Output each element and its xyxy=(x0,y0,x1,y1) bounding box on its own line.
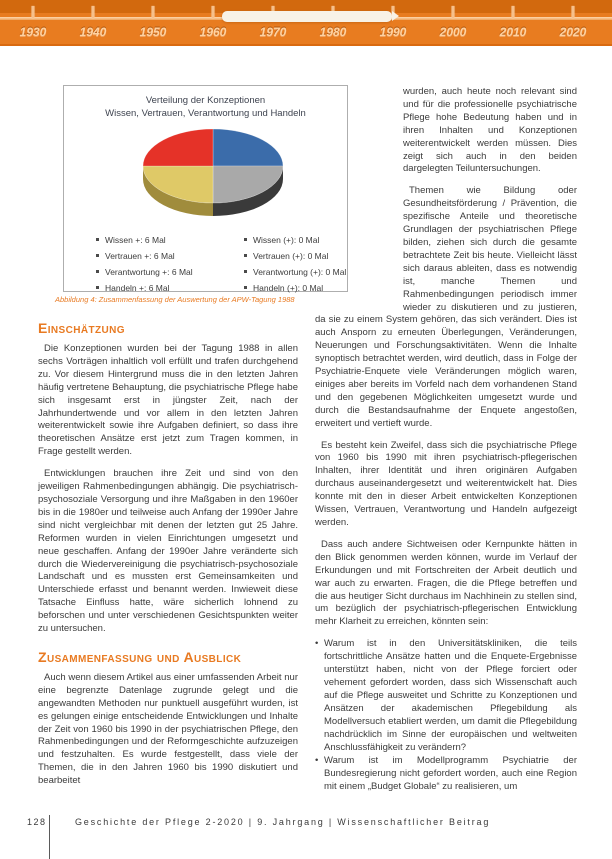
timeline-year-label: 1980 xyxy=(319,25,347,39)
right-text-column xyxy=(315,86,577,795)
timeline-tick xyxy=(92,6,95,18)
legend-item: Handeln +: 6 Mal xyxy=(96,280,193,296)
timeline-year-label: 1950 xyxy=(139,25,167,39)
timeline-period-highlight-bar xyxy=(222,11,392,22)
footer-divider xyxy=(49,815,50,859)
legend-item: Wissen (+): 0 Mal xyxy=(244,232,346,248)
legend-item: Vertrauen +: 6 Mal xyxy=(96,248,193,264)
timeline-year-label: 2000 xyxy=(439,25,467,39)
pie-slice-blue xyxy=(213,129,283,166)
page-number: 128 xyxy=(27,817,47,827)
figure-wrap-spacer xyxy=(315,86,403,308)
pie-slice-red xyxy=(143,129,213,166)
timeline-year-label: 1930 xyxy=(19,25,47,39)
timeline-year-label: 1970 xyxy=(259,25,287,39)
legend-item: Handeln (+): 0 Mal xyxy=(244,280,346,296)
timeline-tick xyxy=(152,6,155,18)
figure-pie-chart-box xyxy=(63,85,348,292)
timeline-year-label: 1940 xyxy=(79,25,107,39)
timeline-header xyxy=(0,0,612,46)
section-heading-einschaetzung: Einschätzung xyxy=(38,320,125,336)
legend-item: Verantwortung (+): 0 Mal xyxy=(244,264,346,280)
timeline-year-label: 1960 xyxy=(199,25,227,39)
legend-item: Verantwortung +: 6 Mal xyxy=(96,264,193,280)
body-paragraph: wurden, auch heute noch relevant sind und für die professionelle psychiatrische Pflege hohe Bedeutung haben und in ihren Inhalten und Konzeptionen weiterentwickelt werden müssen. Dies zeigt sich auch in den beiden dargelegten Teiluntersuchungen. xyxy=(403,86,577,175)
figure-title xyxy=(64,94,347,120)
figure-title-line1: Verteilung der Konzeptionen xyxy=(145,95,266,106)
legend-item: Vertrauen (+): 0 Mal xyxy=(244,248,346,264)
timeline-year-label: 1990 xyxy=(379,25,407,39)
figure-caption: Abbildung 4: Zusammenfassung der Auswertung der APW-Tagung 1988 xyxy=(55,295,295,304)
pie-legend-left-column xyxy=(96,232,193,296)
timeline-tick xyxy=(572,6,575,18)
footer-journal-line: Geschichte der Pflege 2-2020 | 9. Jahrgang | Wissenschaftlicher Beitrag xyxy=(75,817,491,827)
bullet-item: • Warum ist in den Universitätskliniken, die teils fortschrittliche Ansätze hatten und die Enquete-Ergebnisse unterstützt haben, nicht von der Pflege forciert oder vehement gefordert worden, dass sich Wissenschaft auch auf die Pflege ausweitet und Schritte zu Konzeptionen und Ansätzen der akademischen Pflegebildung als Modellversuch etabliert werden, um damit die Pflegebildung nachdrücklich im Sinne der europäischen und weltweiten Anschlussfähigkeit zu verändern? xyxy=(315,638,577,754)
left-text-column xyxy=(38,320,298,797)
body-paragraph: Die Konzeptionen wurden bei der Tagung 1988 in allen sechs Vorträgen inhaltlich voll erfüllt und trafen durchgehend zu. Vor diesem Hintergrund muss die in den letzten Jahren häufig vertretene Behauptung, die psychiatrische Pflege habe sich insgesamt erst in jüngster Zeit, nach der Jahrhundertwende und vor allem in den letzten Jahren weiterentwickelt sowie ihre Aufgaben definiert, so dass ihre theoretischen Ansätze erst jetzt zum Tragen kommen, in Frage gestellt werden. xyxy=(38,343,298,458)
legend-item: Wissen +: 6 Mal xyxy=(96,232,193,248)
body-paragraph: Dass auch andere Sichtweisen oder Kernpunkte hätten in den Blick genommen werden können, wurde im Verlauf der Erkundungen und mit Fortschreiten der Arbeit deutlich und war auch zu erwarten. Fragen, die die Pflege betreffen und die aus heutiger Sicht durchaus im Nachhinein zu stellen sind, um bezüglich der psychiatrisch-pflegerischen Entwicklung mehr Klarheit zu erreichen, könnten sein: xyxy=(315,538,577,628)
timeline-tick xyxy=(32,6,35,18)
body-paragraph: Es besteht kein Zweifel, dass sich die psychiatrische Pflege von 1960 bis 1990 mit ihren psychiatrisch-pflegerischen Inhalten, ihrer Identität und ihren originären Aufgaben durchaus auseinandergesetzt und weiterentwickelt hat. Dies konnte mit den in dieser Arbeit entwickelten Konzeptionen Wissen, Vertrauen, Verantwortung und Handeln aufgezeigt werden. xyxy=(315,439,577,528)
timeline-year-label: 2020 xyxy=(559,25,587,39)
body-paragraph: Themen wie Bildung oder Gesundheitsförderung / Prävention, die spezifische Anteile und theoretische Grundlagen der psychiatrischen Pflege bilden, ziehen sich durch die gesamte betrachtete Zeit bis heute. Vielleicht lässt sich daraus ableiten, dass es notwendig ist, manche Themen und Rahmenbedingungen periodisch immer wieder zu diskutieren und zu justieren, da sie zu einem System gehören, das sich verändert. Dies ist auch Ansporn zu erneuten Überlegungen, Veränderungen, Neuerungen und Forschungsaktivitäten. Wenn die Inhalte synoptisch betrachtet werden, wird deutlich, dass in Folge der Psychiatrie-Enquete viele Veränderungen möglich waren, einiges aber bereits im Vorfeld nach dem vorhandenen Stand und den gegebenen Möglichkeiten umgesetzt wurde und durch die Bestandsaufnahme der Enquete angestoßen, erweitert und vertieft wurde. xyxy=(315,185,577,429)
figure-title-line2: Wissen, Vertrauen, Verantwortung und Handeln xyxy=(105,108,306,119)
timeline-tick xyxy=(212,6,215,18)
timeline-tick xyxy=(452,6,455,18)
body-paragraph: Auch wenn diesem Artikel aus einer umfassenden Arbeit nur eine begrenzte Datenlage zugrunde gelegt und die angewandten Methoden nur punktuell ausgeführt wurden, ist es gelungen einige entscheidende Entwicklungen und Inhalte der Zeit von 1960 bis 1990 in der psychiatrischen Pflege, den Rahmenbedingungen und der Reformgeschichte aufzuzeigen und festzuhalten. Es wurde festgestellt, dass viele der Themen, die in den Jahren 1960 bis 1990 diskutiert und bearbeitet xyxy=(38,671,298,787)
timeline-year-label: 2010 xyxy=(499,25,527,39)
bullet-item: • Warum ist im Modellprogramm Psychiatrie der Bundesregierung nicht gefordert worden, auch eine Region mit einem „Budget Globale“ zu realisieren, um xyxy=(315,755,577,794)
section-heading-zusammenfassung: Zusammenfassung und Ausblick xyxy=(38,648,242,665)
body-paragraph: Entwicklungen brauchen ihre Zeit und sind von den jeweiligen Rahmenbedingungen abhängig. Die psychiatrisch-psychosoziale Versorgung und ihre Maßgaben in den 1960er bis in die 1980er und teilweise auch Anfang der 1990er Jahre sind nicht vergleichbar mit denen der letzten gut 25 Jahre. Reformen wurden in vielen Einrichtungen umgesetzt und neue geschaffen. Anfang der 1990er Jahre veränderte sich durch die Wiedervereinigung die psychiatrisch-psychosoziale Landschaft und es mussten erst Gemeinsamkeiten und Unterschiede erfasst und benannt werden. Inwieweit diese Tatsache Einfluss hatte, wäre sicherlich lohnend zu beforschen und unter verschiedenen Gesichtspunkten weiter zu untersuchen. xyxy=(38,468,298,635)
timeline-tick xyxy=(512,6,515,18)
